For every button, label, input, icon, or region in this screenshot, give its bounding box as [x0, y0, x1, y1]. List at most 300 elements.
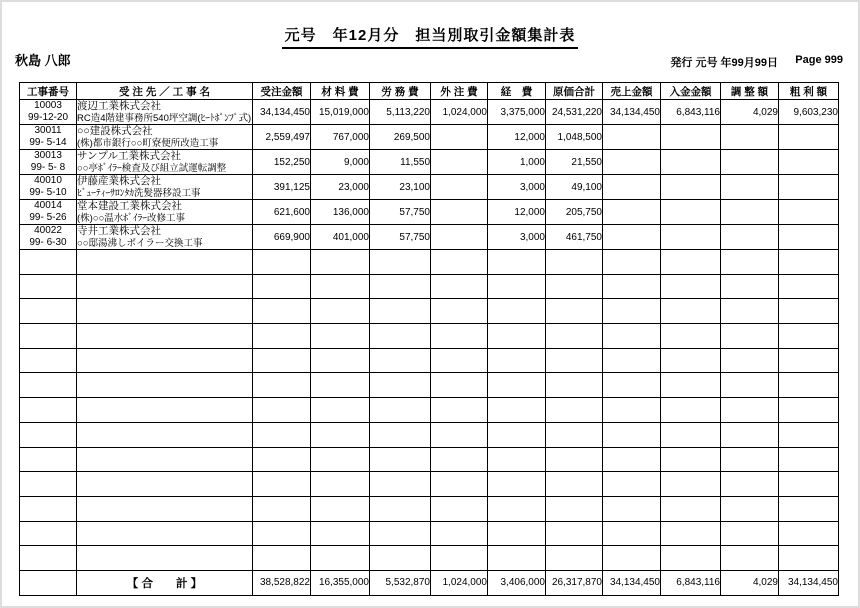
empty-cell: [721, 496, 779, 521]
total-label: 【 合 計 】: [77, 570, 253, 595]
empty-cell: [431, 324, 488, 349]
amount-cell: [431, 125, 488, 150]
empty-cell: [20, 373, 77, 398]
project-name: ﾋﾞｭｰﾃｨｰｻﾛﾝﾀｶ洗髪器移設工事: [77, 187, 201, 199]
empty-cell: [20, 348, 77, 373]
empty-cell: [661, 250, 721, 275]
client-project-cell: [77, 125, 253, 150]
empty-cell: [661, 496, 721, 521]
total-row: [20, 570, 839, 595]
table-footer: [20, 570, 839, 595]
empty-cell: [721, 274, 779, 299]
empty-cell: [721, 472, 779, 497]
empty-cell: [311, 422, 370, 447]
empty-cell: [311, 274, 370, 299]
col-header-client-name: 受 注 先 ／ 工 事 名: [77, 83, 253, 100]
amount-cell: 21,550: [546, 150, 603, 175]
amount-cell: [779, 225, 839, 250]
empty-cell: [603, 299, 661, 324]
table-body: [20, 100, 839, 571]
job-date: 99- 5-14: [29, 137, 67, 148]
empty-cell: [311, 521, 370, 546]
client-project-cell: [77, 200, 253, 225]
empty-cell: [603, 373, 661, 398]
empty-cell: [779, 521, 839, 546]
empty-cell: [488, 398, 546, 423]
job-number-cell: [20, 175, 77, 200]
empty-cell: [661, 373, 721, 398]
empty-cell: [779, 422, 839, 447]
job-date: 99- 5- 8: [30, 162, 66, 173]
empty-cell: [603, 546, 661, 571]
empty-cell: [661, 398, 721, 423]
empty-cell: [370, 546, 431, 571]
empty-cell: [488, 274, 546, 299]
empty-cell: [661, 422, 721, 447]
empty-cell: [546, 324, 603, 349]
staff-name: 秋島 八郎: [15, 53, 71, 68]
empty-cell: [253, 472, 311, 497]
amount-cell: 49,100: [546, 175, 603, 200]
col-header-order-amount: 受注金額: [253, 83, 311, 100]
table-row: [20, 125, 839, 150]
empty-cell: [20, 472, 77, 497]
col-header-labor: 労 務 費: [370, 83, 431, 100]
empty-cell: [603, 422, 661, 447]
empty-cell: [311, 496, 370, 521]
empty-cell: [20, 422, 77, 447]
amount-cell: [721, 150, 779, 175]
total-cost-total: 26,317,870: [546, 570, 603, 595]
empty-cell: [431, 496, 488, 521]
empty-cell: [603, 447, 661, 472]
empty-cell: [311, 324, 370, 349]
amount-cell: 23,000: [311, 175, 370, 200]
amount-cell: 1,048,500: [546, 125, 603, 150]
project-name: RC造4階建事務所540坪空調(ﾋｰﾄﾎﾟﾝﾌﾟ式): [77, 112, 252, 124]
table-row: [20, 175, 839, 200]
empty-cell: [370, 521, 431, 546]
empty-cell: [431, 422, 488, 447]
empty-cell: [661, 521, 721, 546]
empty-cell: [779, 274, 839, 299]
job-date: 99- 5-10: [29, 187, 67, 198]
project-name: (株)○○温水ﾎﾞｲﾗｰ改修工事: [77, 212, 186, 224]
amount-cell: [603, 175, 661, 200]
amount-cell: [603, 200, 661, 225]
empty-cell: [661, 447, 721, 472]
empty-cell: [77, 521, 253, 546]
client-name: ○○建設株式会社: [77, 125, 153, 137]
client-name: 寺井工業株式会社: [77, 225, 161, 237]
empty-cell: [20, 324, 77, 349]
amount-cell: 3,000: [488, 225, 546, 250]
empty-cell: [603, 274, 661, 299]
empty-table-row: [20, 546, 839, 571]
total-gross-profit: 34,134,450: [779, 570, 839, 595]
empty-cell: [488, 373, 546, 398]
empty-cell: [370, 373, 431, 398]
empty-table-row: [20, 521, 839, 546]
client-name: 堂本建設工業株式会社: [77, 200, 182, 212]
job-code: 30011: [34, 125, 62, 136]
amount-cell: [431, 200, 488, 225]
empty-cell: [546, 299, 603, 324]
project-name: ○○亭ﾎﾞｲﾗｰ検査及び組立試運転調整: [77, 162, 227, 174]
amount-cell: [431, 150, 488, 175]
client-name: 渡辺工業株式会社: [77, 100, 161, 112]
empty-cell: [721, 398, 779, 423]
amount-cell: [431, 225, 488, 250]
empty-cell: [546, 546, 603, 571]
empty-cell: [311, 299, 370, 324]
amount-cell: [431, 175, 488, 200]
amount-cell: 12,000: [488, 125, 546, 150]
amount-cell: 15,019,000: [311, 100, 370, 125]
amount-cell: 4,029: [721, 100, 779, 125]
empty-cell: [253, 398, 311, 423]
empty-cell: [721, 447, 779, 472]
total-expense: 3,406,000: [488, 570, 546, 595]
empty-cell: [546, 398, 603, 423]
empty-cell: [311, 546, 370, 571]
col-header-sales: 売上金額: [603, 83, 661, 100]
empty-cell: [488, 546, 546, 571]
amount-cell: 669,900: [253, 225, 311, 250]
empty-cell: [370, 299, 431, 324]
empty-cell: [77, 472, 253, 497]
amount-cell: 9,603,230: [779, 100, 839, 125]
empty-cell: [253, 274, 311, 299]
amount-cell: 6,843,116: [661, 100, 721, 125]
empty-cell: [603, 250, 661, 275]
empty-cell: [77, 496, 253, 521]
empty-cell: [431, 373, 488, 398]
summary-table: [19, 82, 839, 596]
col-header-subcontract: 外 注 費: [431, 83, 488, 100]
empty-cell: [20, 398, 77, 423]
total-deposit: 6,843,116: [661, 570, 721, 595]
job-date: 99- 6-30: [29, 237, 67, 248]
amount-cell: [779, 150, 839, 175]
job-code: 40010: [34, 175, 62, 186]
amount-cell: [661, 150, 721, 175]
empty-cell: [370, 250, 431, 275]
empty-cell: [431, 274, 488, 299]
empty-cell: [77, 398, 253, 423]
empty-table-row: [20, 250, 839, 275]
amount-cell: [661, 225, 721, 250]
total-order-amount: 38,528,822: [253, 570, 311, 595]
empty-table-row: [20, 299, 839, 324]
empty-cell: [370, 422, 431, 447]
empty-cell: [779, 447, 839, 472]
empty-cell: [20, 521, 77, 546]
empty-cell: [370, 472, 431, 497]
empty-cell: [253, 521, 311, 546]
empty-cell: [20, 447, 77, 472]
empty-cell: [311, 250, 370, 275]
col-header-adjustment: 調 整 額: [721, 83, 779, 100]
total-labor: 5,532,870: [370, 570, 431, 595]
project-name: ○○邸湯沸しボイラー交換工事: [77, 237, 203, 249]
empty-cell: [603, 398, 661, 423]
empty-table-row: [20, 447, 839, 472]
empty-cell: [431, 472, 488, 497]
empty-cell: [546, 348, 603, 373]
empty-cell: [779, 250, 839, 275]
amount-cell: 205,750: [546, 200, 603, 225]
empty-cell: [431, 447, 488, 472]
table-header: [20, 83, 839, 100]
empty-cell: [77, 373, 253, 398]
empty-cell: [661, 274, 721, 299]
total-empty-cell: [20, 570, 77, 595]
empty-cell: [488, 348, 546, 373]
empty-cell: [253, 447, 311, 472]
amount-cell: [661, 200, 721, 225]
empty-cell: [603, 521, 661, 546]
empty-cell: [661, 299, 721, 324]
empty-cell: [779, 472, 839, 497]
job-code: 40014: [34, 200, 62, 211]
empty-cell: [721, 373, 779, 398]
amount-cell: [603, 225, 661, 250]
client-project-cell: [77, 175, 253, 200]
col-header-gross-profit: 粗 利 額: [779, 83, 839, 100]
empty-cell: [370, 324, 431, 349]
empty-table-row: [20, 324, 839, 349]
empty-cell: [546, 496, 603, 521]
amount-cell: 391,125: [253, 175, 311, 200]
amount-cell: 12,000: [488, 200, 546, 225]
table-row: [20, 150, 839, 175]
empty-cell: [721, 422, 779, 447]
amount-cell: [779, 175, 839, 200]
job-date: 99- 5-26: [29, 212, 67, 223]
empty-cell: [546, 472, 603, 497]
empty-table-row: [20, 496, 839, 521]
empty-cell: [431, 546, 488, 571]
empty-cell: [253, 373, 311, 398]
empty-cell: [721, 324, 779, 349]
empty-cell: [603, 324, 661, 349]
empty-cell: [779, 348, 839, 373]
empty-table-row: [20, 348, 839, 373]
empty-cell: [370, 398, 431, 423]
empty-table-row: [20, 274, 839, 299]
amount-cell: [661, 175, 721, 200]
empty-cell: [779, 373, 839, 398]
col-header-material: 材 料 費: [311, 83, 370, 100]
amount-cell: 1,000: [488, 150, 546, 175]
client-project-cell: [77, 100, 253, 125]
empty-cell: [721, 299, 779, 324]
empty-cell: [431, 250, 488, 275]
empty-cell: [488, 324, 546, 349]
empty-cell: [546, 274, 603, 299]
empty-table-row: [20, 422, 839, 447]
job-number-cell: [20, 125, 77, 150]
empty-cell: [661, 348, 721, 373]
empty-cell: [20, 496, 77, 521]
amount-cell: [721, 125, 779, 150]
empty-cell: [779, 546, 839, 571]
job-number-cell: [20, 100, 77, 125]
empty-cell: [661, 324, 721, 349]
amount-cell: 11,550: [370, 150, 431, 175]
project-name: (株)都市銀行○○町寮便所改造工事: [77, 137, 219, 149]
amount-cell: [779, 200, 839, 225]
empty-cell: [20, 250, 77, 275]
empty-cell: [370, 496, 431, 521]
title-row: [2, 24, 858, 49]
empty-cell: [431, 299, 488, 324]
amount-cell: [603, 125, 661, 150]
col-header-job-number: 工事番号: [20, 83, 77, 100]
job-number-cell: [20, 150, 77, 175]
amount-cell: [603, 150, 661, 175]
empty-cell: [77, 324, 253, 349]
empty-cell: [77, 546, 253, 571]
empty-cell: [488, 299, 546, 324]
job-code: 10003: [34, 100, 62, 111]
amount-cell: [721, 225, 779, 250]
empty-cell: [546, 447, 603, 472]
empty-cell: [253, 546, 311, 571]
client-name: サンプル工業株式会社: [77, 150, 182, 162]
empty-cell: [661, 472, 721, 497]
empty-cell: [20, 299, 77, 324]
amount-cell: 461,750: [546, 225, 603, 250]
total-adjustment: 4,029: [721, 570, 779, 595]
amount-cell: 5,113,220: [370, 100, 431, 125]
amount-cell: 136,000: [311, 200, 370, 225]
job-number-cell: [20, 200, 77, 225]
empty-cell: [603, 348, 661, 373]
amount-cell: 9,000: [311, 150, 370, 175]
empty-cell: [546, 422, 603, 447]
empty-cell: [721, 348, 779, 373]
empty-cell: [721, 250, 779, 275]
header-row: [20, 83, 839, 100]
amount-cell: 2,559,497: [253, 125, 311, 150]
empty-cell: [253, 324, 311, 349]
table-row: [20, 100, 839, 125]
empty-cell: [779, 299, 839, 324]
col-header-deposit: 入金金額: [661, 83, 721, 100]
empty-table-row: [20, 398, 839, 423]
amount-cell: [661, 125, 721, 150]
table-row: [20, 225, 839, 250]
amount-cell: 621,600: [253, 200, 311, 225]
empty-table-row: [20, 373, 839, 398]
empty-cell: [311, 472, 370, 497]
amount-cell: 57,750: [370, 225, 431, 250]
empty-cell: [77, 447, 253, 472]
page-number: Page 999: [795, 54, 843, 66]
empty-cell: [77, 274, 253, 299]
client-project-cell: [77, 225, 253, 250]
empty-cell: [603, 472, 661, 497]
empty-cell: [488, 521, 546, 546]
amount-cell: 34,134,450: [603, 100, 661, 125]
empty-cell: [311, 447, 370, 472]
page-title: 元号 年12月分 担当別取引金額集計表: [282, 24, 579, 49]
empty-cell: [431, 398, 488, 423]
amount-cell: 401,000: [311, 225, 370, 250]
amount-cell: 1,024,000: [431, 100, 488, 125]
empty-cell: [488, 422, 546, 447]
col-header-cost-total: 原価合計: [546, 83, 603, 100]
empty-cell: [546, 250, 603, 275]
empty-cell: [20, 274, 77, 299]
empty-cell: [77, 299, 253, 324]
empty-cell: [253, 422, 311, 447]
empty-cell: [431, 521, 488, 546]
client-project-cell: [77, 150, 253, 175]
amount-cell: 24,531,220: [546, 100, 603, 125]
amount-cell: 57,750: [370, 200, 431, 225]
empty-cell: [603, 496, 661, 521]
empty-cell: [370, 274, 431, 299]
job-number-cell: [20, 225, 77, 250]
empty-cell: [546, 373, 603, 398]
amount-cell: 23,100: [370, 175, 431, 200]
empty-cell: [253, 250, 311, 275]
table-row: [20, 200, 839, 225]
empty-cell: [253, 348, 311, 373]
total-subcontract: 1,024,000: [431, 570, 488, 595]
amount-cell: [721, 175, 779, 200]
job-code: 40022: [34, 225, 62, 236]
empty-cell: [779, 398, 839, 423]
client-name: 伊藤産業株式会社: [77, 175, 161, 187]
empty-cell: [77, 348, 253, 373]
empty-cell: [370, 447, 431, 472]
empty-cell: [311, 348, 370, 373]
empty-table-row: [20, 472, 839, 497]
empty-cell: [721, 546, 779, 571]
col-header-expense: 経 費: [488, 83, 546, 100]
empty-cell: [20, 546, 77, 571]
empty-cell: [721, 521, 779, 546]
empty-cell: [253, 496, 311, 521]
empty-cell: [488, 496, 546, 521]
empty-cell: [488, 250, 546, 275]
amount-cell: 269,500: [370, 125, 431, 150]
amount-cell: 152,250: [253, 150, 311, 175]
total-material: 16,355,000: [311, 570, 370, 595]
amount-cell: [721, 200, 779, 225]
amount-cell: [779, 125, 839, 150]
amount-cell: 3,000: [488, 175, 546, 200]
amount-cell: 34,134,450: [253, 100, 311, 125]
empty-cell: [77, 422, 253, 447]
empty-cell: [546, 521, 603, 546]
empty-cell: [77, 250, 253, 275]
amount-cell: 767,000: [311, 125, 370, 150]
issue-date-label: 発行 元号 年99月99日: [670, 57, 778, 69]
empty-cell: [661, 546, 721, 571]
total-sales: 34,134,450: [603, 570, 661, 595]
amount-cell: 3,375,000: [488, 100, 546, 125]
empty-cell: [488, 447, 546, 472]
empty-cell: [488, 472, 546, 497]
empty-cell: [779, 324, 839, 349]
empty-cell: [370, 348, 431, 373]
job-date: 99-12-20: [27, 112, 69, 123]
